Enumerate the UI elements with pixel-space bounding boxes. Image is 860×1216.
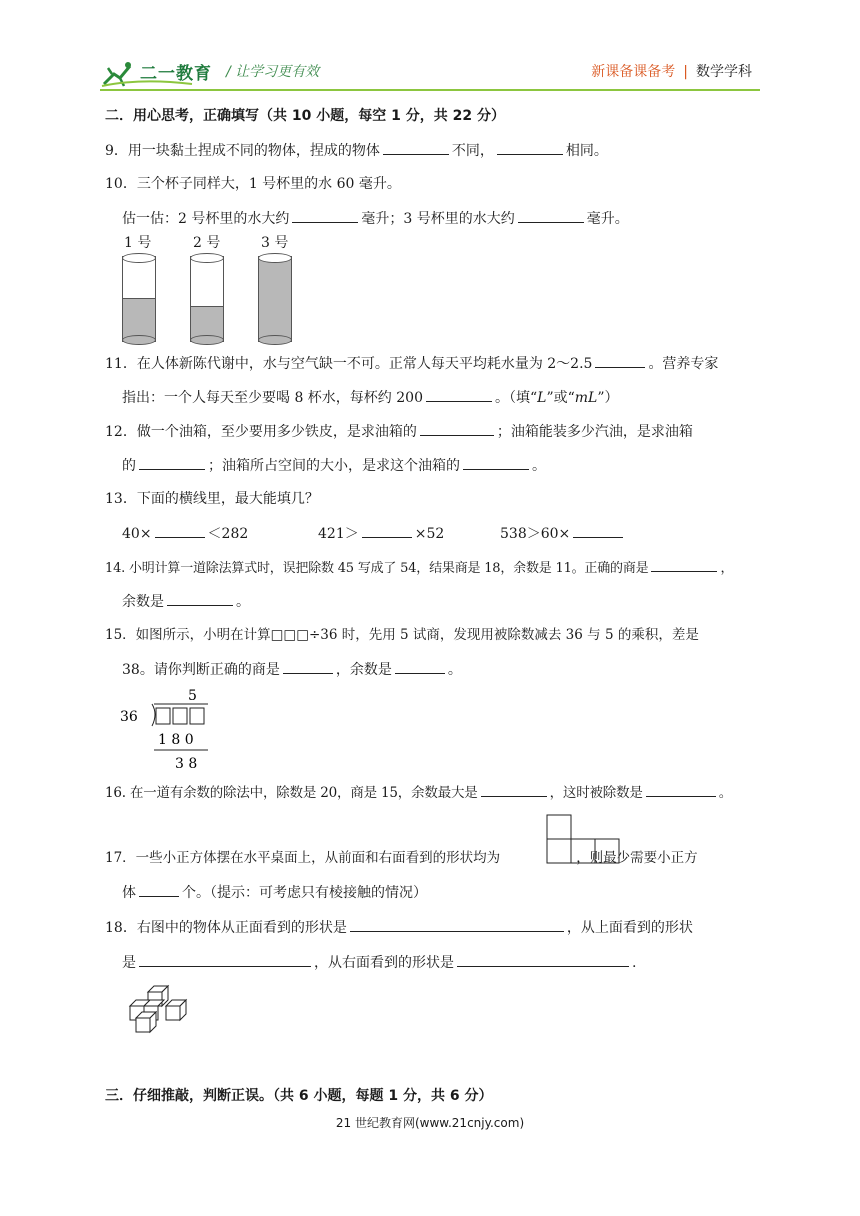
q15-text-b: 38。请你判断正确的商是	[122, 662, 280, 678]
q11-text-e: ”）	[597, 390, 619, 406]
question-12-line2	[122, 455, 546, 476]
cup-2	[190, 256, 224, 342]
q14-text-c: 余数是	[122, 594, 164, 610]
q15-text-d: 。	[447, 662, 462, 678]
q9-text-a: 9．用一块黏土捏成不同的物体，捏成的物体	[105, 143, 380, 159]
q17-text-c: 体	[122, 885, 136, 901]
q14-text-d: 。	[236, 594, 250, 610]
question-15-line1: 15．如图所示，小明在计算□□□÷36 时，先用 5 试商，发现用被除数减去 36 与 5 的乘积，差是	[105, 627, 699, 643]
division-quotient: 5	[188, 688, 197, 704]
header-subject-label: 数学学科	[696, 64, 752, 80]
header-course-label: 新课备课备考	[591, 64, 676, 80]
question-16	[105, 782, 732, 803]
q11-text-c: 指出：一个人每天至少要喝 8 杯水，每杯约 200	[122, 390, 423, 406]
q18-blank-2[interactable]	[139, 952, 311, 967]
q17-shape-figure	[546, 814, 622, 864]
q13-blank-1[interactable]	[155, 523, 205, 538]
q11-blank-1[interactable]	[595, 353, 645, 368]
q15-text-c: ，余数是	[335, 662, 392, 678]
q13-p1-text-b: ＜282	[207, 526, 249, 542]
question-13-part2	[318, 523, 444, 544]
q10-text-c: 毫升。	[586, 211, 629, 227]
division-remainder: 3 8	[175, 756, 198, 772]
q11-text-a: 11．在人体新陈代谢中，水与空气缺一不可。正常人每天平均耗水量为 2～2.5	[105, 356, 593, 372]
question-13-part3	[500, 523, 626, 544]
q18-text-a: 18．右图中的物体从正面看到的形状是	[105, 920, 347, 936]
unit-mL: mL	[574, 390, 598, 406]
q12-blank-3[interactable]	[463, 455, 529, 470]
q12-blank-1[interactable]	[420, 421, 494, 436]
q18-text-d: ，从右面看到的形状是	[314, 955, 454, 971]
q18-text-e: .	[632, 955, 637, 971]
question-13-line1: 13．下面的横线里，最大能填几？	[105, 491, 319, 507]
q10-blank-1[interactable]	[292, 208, 358, 223]
q11-text-mid: ”或“	[546, 390, 575, 406]
q11-text-d: 。（填“	[494, 390, 538, 406]
q9-blank-2[interactable]	[497, 140, 563, 155]
q18-blank-3[interactable]	[457, 952, 629, 967]
q12-blank-2[interactable]	[139, 455, 205, 470]
cup-1-label: 1 号	[124, 235, 152, 251]
q12-text-b: ；油箱能装多少汽油，是求油箱	[496, 424, 693, 440]
division-product: 1 8 0	[158, 732, 194, 748]
q14-text-a: 14. 小明计算一道除法算式时，误把除数 45 写成了 54，结果商是 18，余数是 11。正确的商是	[105, 561, 649, 576]
cup-3-bottom	[258, 335, 292, 345]
question-18-line2	[122, 952, 636, 973]
logo-text: 二一教育	[140, 64, 212, 84]
cup-3-rim	[258, 253, 292, 263]
q13-p2-text-a: 421＞	[318, 526, 359, 542]
q14-text-b: ，	[720, 561, 734, 576]
long-division-figure	[118, 684, 218, 776]
q14-blank-2[interactable]	[167, 591, 233, 606]
q10-blank-2[interactable]	[518, 208, 584, 223]
cup-1	[122, 256, 156, 342]
header-divider	[100, 89, 760, 91]
division-divisor: 36	[120, 709, 138, 725]
q10-text-a: 估一估：2 号杯里的水大约	[122, 211, 290, 227]
cup-3-water	[259, 257, 291, 341]
q13-blank-2[interactable]	[362, 523, 412, 538]
question-10-line2	[122, 208, 629, 229]
q17-text-d: 个。（提示：可考虑只有棱接触的情况）	[182, 885, 427, 901]
question-17-line2	[122, 882, 427, 903]
q11-blank-2[interactable]	[426, 387, 492, 402]
slogan: / 让学习更有效	[226, 64, 320, 80]
page-header	[100, 56, 760, 92]
cup-1-rim	[122, 253, 156, 263]
question-9	[105, 140, 608, 161]
q13-blank-3[interactable]	[573, 523, 623, 538]
question-11-line1	[105, 353, 718, 374]
q9-text-c: 相同。	[565, 143, 608, 159]
question-13-part1	[122, 523, 248, 544]
q16-blank-2[interactable]	[646, 782, 716, 797]
q16-text-b: ，这时被除数是	[549, 785, 643, 801]
cup-2-bottom	[190, 335, 224, 345]
cup-2-label: 2 号	[193, 235, 221, 251]
cup-3	[258, 256, 292, 342]
q14-blank-1[interactable]	[651, 557, 717, 572]
q17-text-b: ，则最少需要小正方	[576, 850, 698, 866]
q17-text-a: 17．一些小正方体摆在水平桌面上，从前面和右面看到的形状均为	[105, 850, 501, 866]
header-right	[591, 61, 752, 81]
question-11-line2	[122, 387, 619, 408]
cube-stack-figure	[122, 984, 196, 1040]
q17-blank-1[interactable]	[139, 882, 179, 897]
q12-text-c: 的	[122, 458, 136, 474]
question-14-line1	[105, 557, 733, 579]
q12-text-e: 。	[532, 458, 546, 474]
question-15-line2	[122, 659, 462, 680]
q18-text-c: 是	[122, 955, 136, 971]
q16-blank-1[interactable]	[481, 782, 547, 797]
question-10-line1: 10．三个杯子同样大，1 号杯里的水 60 毫升。	[105, 176, 401, 192]
q16-text-c: 。	[718, 785, 733, 801]
question-18-line1	[105, 917, 693, 938]
q11-text-b: 。营养专家	[648, 356, 719, 372]
q15-blank-2[interactable]	[395, 659, 445, 674]
unit-L: L	[537, 390, 547, 406]
q13-p3-text-a: 538＞60×	[500, 526, 571, 542]
question-14-line2	[122, 591, 250, 612]
q12-text-d: ；油箱所占空间的大小，是求这个油箱的	[208, 458, 460, 474]
cup-1-bottom	[122, 335, 156, 345]
question-12-line1	[105, 421, 693, 442]
section-title-3: 三．仔细推敲，判断正误。（共 6 小题，每题 1 分，共 6 分）	[105, 1088, 493, 1104]
cup-2-rim	[190, 253, 224, 263]
q16-text-a: 16. 在一道有余数的除法中，除数是 20，商是 15，余数最大是	[105, 785, 478, 801]
q9-blank-1[interactable]	[383, 140, 449, 155]
q12-text-a: 12．做一个油箱，至少要用多少铁皮，是求油箱的	[105, 424, 417, 440]
page-footer: 21 世纪教育网(www.21cnjy.com)	[335, 1116, 525, 1130]
q13-p2-text-b: ×52	[414, 526, 445, 542]
cup-3-label: 3 号	[261, 235, 289, 251]
q13-p1-text-a: 40×	[122, 526, 152, 542]
q18-text-b: ，从上面看到的形状	[566, 920, 693, 936]
q10-text-b: 毫升；3 号杯里的水大约	[361, 211, 515, 227]
q9-text-b: 不同，	[451, 143, 494, 159]
header-separator: |	[683, 64, 688, 80]
q18-blank-1[interactable]	[350, 917, 564, 932]
section-title-2: 二．用心思考，正确填写（共 10 小题，每空 1 分，共 22 分）	[105, 108, 505, 124]
q15-blank-1[interactable]	[283, 659, 333, 674]
